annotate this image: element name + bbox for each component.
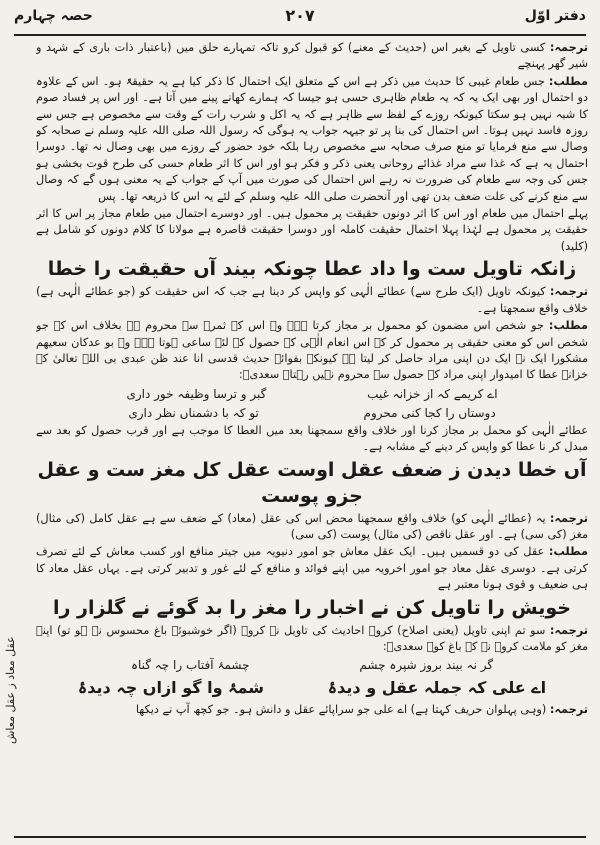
couplet-line: دوستاں را کجا کنی محروم <box>363 405 496 420</box>
page-header <box>14 4 586 34</box>
paragraph-label: ترجمہ: <box>549 511 588 525</box>
paragraph-text: پہلے احتمال میں طعام اور اس کا اثر دونوں حقیقت پر محمول ہیں۔ اور دوسرے احتمال میں طعام مجاز پر اس کا اثر حقیقت پر محمول ہے لہٰذا پہلا احتمال حقیقت کاملہ اور دوسرا حقیقت قاصرہ ہے مولانا کا کلام دونوں کو شامل ہے (کلید) <box>36 207 588 253</box>
couplet-line: چشمۂ آفتاب را چہ گناہ <box>130 658 250 673</box>
paragraph-text: عقل کی دو قسمیں ہیں۔ ایک عقل معاش جو امور دنیویہ میں جیتر منافع اور کسب معاش کے لئے تصرف کرتی ہے۔ دوسری عقل معاد جو امور اخرویہ میں اپنے فوائد و منافع کے لئے غور و تدبیر کرتی ہے۔ یہاں عقل معاد کا ہی ضعیف و قوی ہونا معتبر ہے <box>36 545 588 592</box>
paragraph <box>36 284 588 317</box>
paragraph-label: ترجمہ: <box>549 285 588 299</box>
couplet-line: اے علی کہ جملہ عقل و دیدۂ <box>327 678 547 698</box>
couplet-line: گبر و ترسا وظیفہ خور داری <box>126 386 267 401</box>
paragraph <box>36 702 588 718</box>
paragraph-label: مطلب: <box>548 319 588 333</box>
paragraph <box>36 206 588 255</box>
verse: خویش را تاویل کن نے اخبار را مغز را بد گوئے نے گلزار را <box>52 596 571 619</box>
paragraph <box>36 74 588 205</box>
couplet-line: گر نہ بیند بروز شپرہ چشم <box>359 658 494 673</box>
paragraph-label: ترجمہ: <box>549 703 588 717</box>
paragraph-text: عطائے الٰہی کو محمل بر مجاز کرنا اور خلاف واقع سمجھنا بعد میں العطا کا موجب ہے اور قرب حصول کو بعد سے مبدل کر نا عطا کو واپس کر دینے کے مشابہ ہے۔ <box>36 423 588 454</box>
paragraph <box>36 423 588 456</box>
header-volume: دفتر اوّل <box>524 8 586 24</box>
couplet-line: اے کریمے کہ از خزانہ غیب <box>367 386 498 401</box>
header-section: حصہ چہارم <box>14 8 93 24</box>
paragraph <box>36 511 588 544</box>
couplet <box>76 404 548 422</box>
paragraph <box>36 318 588 384</box>
paragraph-label: ترجمہ: <box>549 623 588 637</box>
verse: آں خطا دیدن ز ضعف عقل اوست عقل کل مغز ست و عقل جزو پوست <box>37 458 587 507</box>
header-rule <box>14 34 586 36</box>
paragraph-text: (وہی پہلوان حریف کہتا ہے) اے علی جو سراپائے عقل و دانش ہو۔ جو کچھ آپ نے دیکھا <box>135 703 547 717</box>
paragraph-text: جو شخص اس مضمون کو محمول بر مجاز کرتا ہے۔ وہ اس کے ثمرہ سے محروم ہے بخلاف اس کے جو شخص اس کو معنی حقیقی پر محمول کر کے اس انعام الٰہی کے حصول کے لئے ساعی ہوتا ہے۔ وہ بو عدکان سعیھم مشکورا ایک نہ ایک دن اپنی مراد حاصل کر لیتا ہے کیونکہ بفوائے حدیث قدسی انا عند ظن عبدی بی اللہ تعالیٰ کے خزانہ عطا کا امیدوار اپنی مراد کے حصول سے محروم نہیں رہتا۔ سعدیؒ: <box>36 319 588 382</box>
paragraph-label: ترجمہ: <box>549 41 588 54</box>
verse: زانکہ تاویل ست وا داد عطا چونکہ بیند آں حقیقت را خطا <box>47 258 577 281</box>
couplet <box>76 656 548 674</box>
paragraph-label: مطلب: <box>548 74 588 88</box>
footer-rule <box>14 836 586 838</box>
paragraph-text: سو تم اپنی تاویل (یعنی اصلاح) کرو۔ احادیث کی تاویل نہ کرو۔ (اگر خوشبوئے باغ محسوس نہ ہو تو) اپنے مغز کو ملامت کرو۔ نہ کہ باغ کو۔ سعدیؒ: <box>36 623 588 653</box>
couplet-line: شمۂ وا گو ازاں چہ دیدۂ <box>77 678 264 698</box>
couplet-line: تو کہ با دشمناں نظر داری <box>128 405 259 420</box>
page-number: ۲۰۷ <box>285 6 315 25</box>
paragraph-text: جس طعام غیبی کا حدیث میں ذکر ہے اس کے متعلق ایک احتمال کا ذکر کیا ہے یہ حقیقۃً ہو۔ اس کے علاوہ دو احتمال اور بھی ایک یہ کہ یہ طعام ظاہری حسی ہو جیسا کہ ہمارے کھانے پینے میں آتا ہے۔ اور اس پر فساد صوم کا شبہ نہیں ہو سکتا کیونکہ روزے کے لفظ سے ظاہر ہے کہ یہ اکل و شرب رات کے وقت سے مخصوص ہے جس سے روزہ فاسد نہیں ہوتا۔ اس احتمال کی بنا پر تو جیہہ جواب یہ ہوگی کہ رسول اللہ صلی اللہ علیہ وسلم نے صحابہ کو وصال سے منع فرمایا تو منع صرف صحابہ سے مخصوص رہا بلکہ خود حضور کے روزے میں بھی وصال نہ تھا۔ دوسرا احتمال یہ ہے کہ غذا سے مراد غذائے روحانی یعنی ذکر و فکر ہو اور اس کا اثر طعام حسی کی طرح قوت بخشی ہو جس کی وجہ سے طعام کی ضرورت نہ رہے اس احتمال کی صورت میں آپ کے جواب کے یہ معنی ہوں گے کہ وصال سے منع کرنے کی علت ضعف بدن تھی اور آنحضرت صلی اللہ علیہ وسلم کے لئے یہ اس کا ذریعہ تھا۔ پس <box>36 74 588 203</box>
paragraph-text: کسی تاویل کے بغیر اس (حدیث کے معنے) کو قبول کرو تاکہ تمہارے حلق میں (باعتبار ذات باری کے شہد و شیر گھر پہنچے <box>36 41 588 71</box>
paragraph-text: یہ (عطائے الٰہی کو) خلاف واقع سمجھنا محض اس کی عقل (معاد) کے ضعف سے ہے عقل کامل (کی مثال) مغز (کی سی) ہے۔ اور عقل ناقص (کی مثال) پوست (کی سی) <box>36 511 588 541</box>
couplet <box>46 676 578 700</box>
paragraph <box>36 623 588 656</box>
margin-note: عقل معاد ز عقل معاش <box>4 636 17 744</box>
paragraph <box>36 544 588 593</box>
couplet <box>76 385 548 403</box>
page-body <box>36 40 588 832</box>
paragraph <box>36 40 588 73</box>
paragraph-text: کیونکہ تاویل (ایک طرح سے) عطائے الٰہی کو واپس کر دینا ہے جب کہ اس حقیقت کو (جو عطائے الٰہی ہے) خلاف واقع سمجھتا ہے۔ <box>36 285 588 315</box>
paragraph-label: مطلب: <box>548 545 588 559</box>
